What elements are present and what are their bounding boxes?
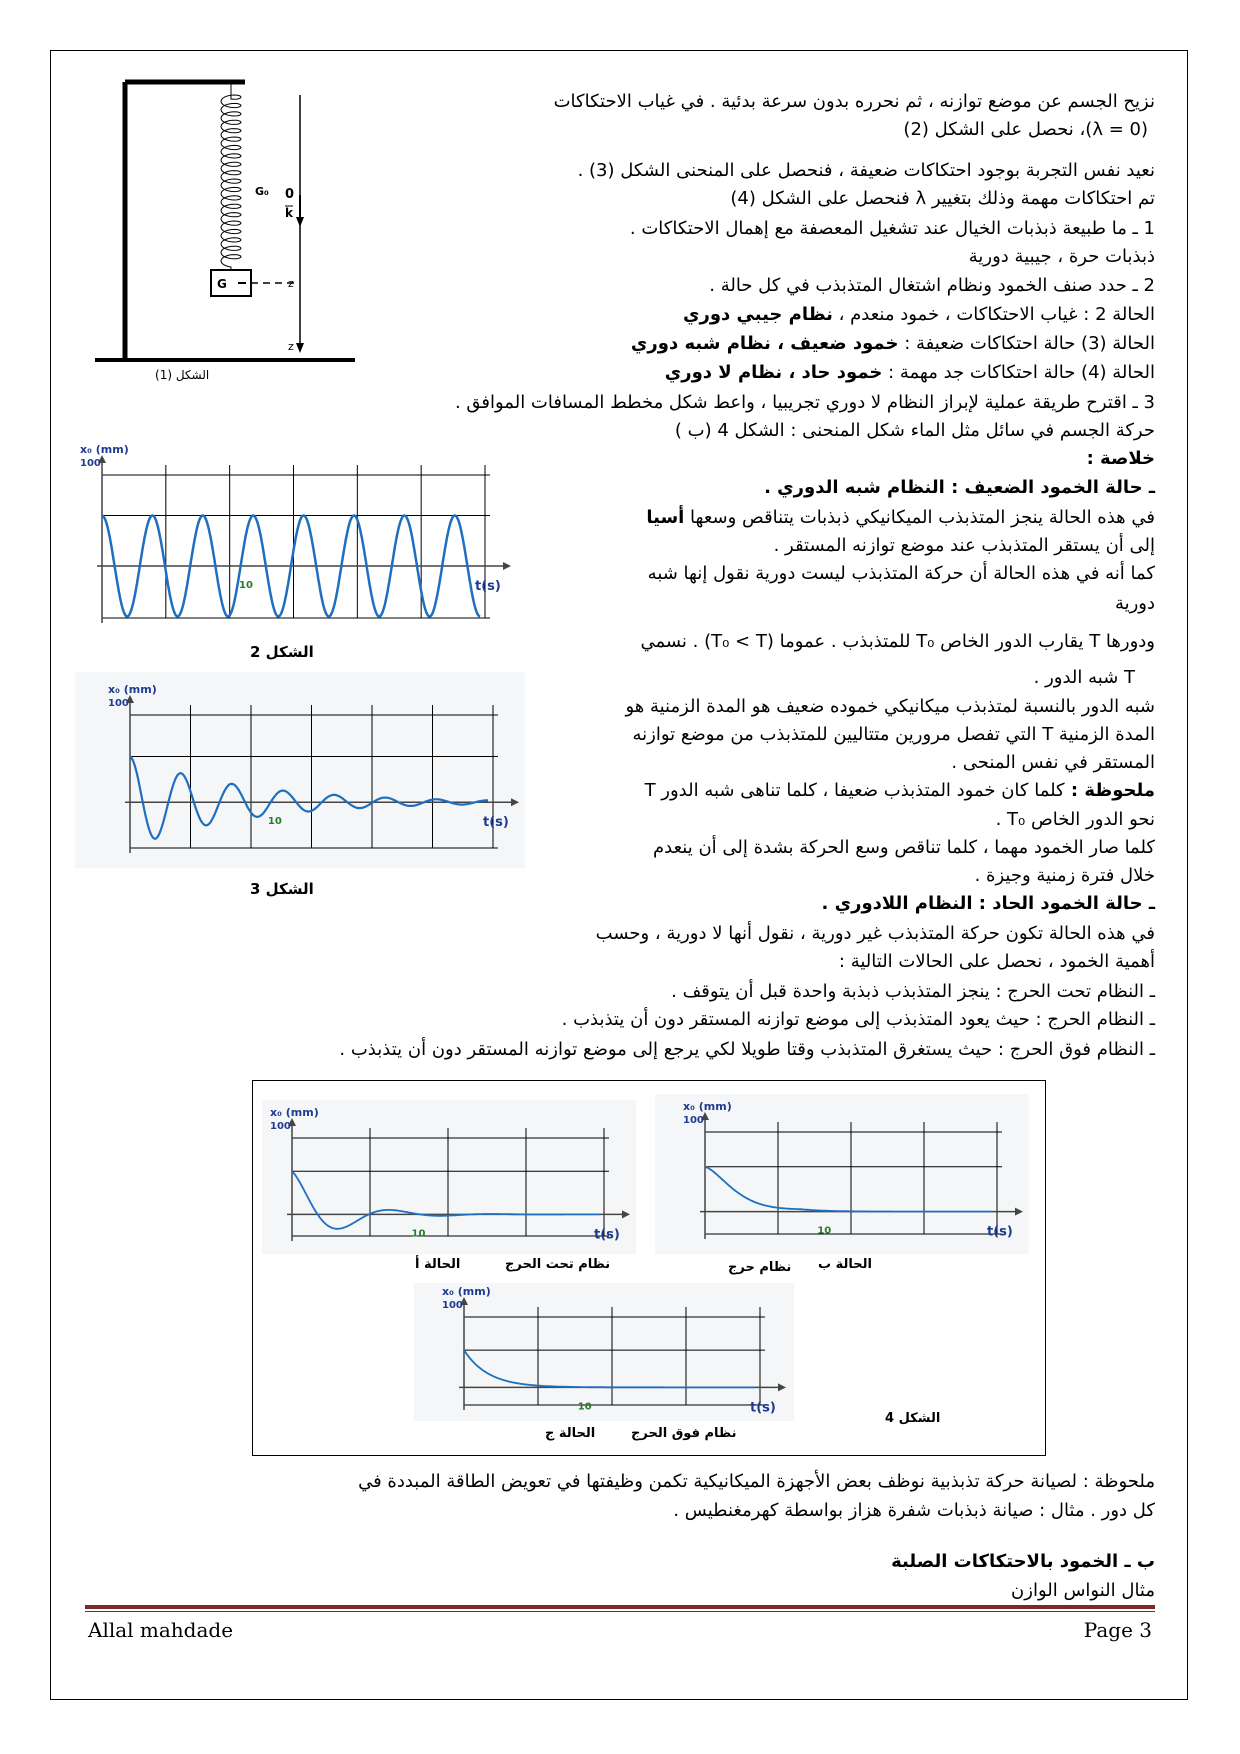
text-line: ـ النظام تحت الحرج : ينجز المتذبذب ذبذبة واحدة قبل أن يتوقف . <box>671 981 1155 1002</box>
figure-4b-chart <box>655 1094 1029 1254</box>
figure-4c-subtitle: نظام فوق الحرج <box>631 1426 737 1441</box>
text-line: كما أنه في هذه الحالة أن حركة المتذبذب ليست دورية نقول إنها شبه <box>647 563 1155 584</box>
footer-page-number: Page 3 <box>1083 1618 1152 1642</box>
text-line: نعيد نفس التجربة بوجود احتكاكات ضعيفة ، فنحصل على المنحنى الشكل (3) . <box>577 160 1155 181</box>
chart-svg <box>50 440 520 640</box>
data-series-curve <box>292 1171 599 1229</box>
x-axis-label: t(s) <box>483 815 509 831</box>
text-line: الحالة (3) حالة احتكاكات ضعيفة : خمود ضعيف ، نظام شبه دوري <box>630 333 1155 354</box>
text-line: الحالة (4) حالة احتكاكات جد مهمة : خمود حاد ، نظام لا دوري <box>664 362 1155 383</box>
g-label: G <box>217 277 227 291</box>
x-axis-label: t(s) <box>987 1224 1013 1240</box>
origin-label: 0 <box>285 187 295 202</box>
text-line: في هذه الحالة تكون حركة المتذبذب غير دورية ، نقول أنها لا دورية ، وحسب <box>595 923 1155 944</box>
chart-svg <box>414 1283 794 1421</box>
figure-4c-title: الحالة ج <box>545 1426 596 1441</box>
section-heading: خلاصة : <box>1086 448 1155 469</box>
footer-author: Allal mahdade <box>88 1618 234 1642</box>
text-line: خلال فترة زمنية وجيزة . <box>974 865 1155 886</box>
figure-1-caption: الشكل (1) <box>155 368 210 382</box>
text-line: مثال النواس الوازن <box>1011 1580 1155 1601</box>
k-vector-label: k <box>285 206 293 220</box>
y-tick-label: 100 <box>270 1121 291 1132</box>
text-line: 3 ـ اقترح طريقة عملية لإبراز النظام لا دوري تجريبيا ، واعط شكل مخطط المسافات الموافق . <box>454 392 1155 413</box>
y-tick-label: 100 <box>683 1115 704 1126</box>
text-line: إلى أن يستقر المتذبذب عند موضع توازنه المستقر . <box>773 535 1155 556</box>
text-line: المدة الزمنية T التي تفصل مرورين متتاليين للمتذبذب من موضع توازنه <box>632 724 1155 745</box>
text-line: حركة الجسم في سائل مثل الماء شكل المنحنى : الشكل 4 (ب ) <box>674 420 1155 441</box>
text-line: أهمية الخمود ، نحصل على الحالات التالية : <box>838 951 1155 972</box>
chart-svg <box>655 1094 1029 1254</box>
text-line: الحالة 2 : غياب الاحتكاكات ، خمود منعدم ، نظام جيبي دوري <box>682 304 1155 325</box>
section-heading: ـ حالة الخمود الحاد : النظام اللادوري . <box>821 893 1155 914</box>
text-line: ذبذبات حرة ، جيبية دورية <box>968 246 1155 267</box>
y-tick-label: 100 <box>442 1300 463 1311</box>
y-axis-label: x₀ (mm) <box>80 443 129 456</box>
chart-svg <box>262 1100 636 1254</box>
x-axis-arrow <box>503 562 511 570</box>
figure-4a-subtitle: نظام تحت الحرج <box>505 1257 611 1272</box>
section-heading: ب ـ الخمود بالاحتكاكات الصلبة <box>891 1551 1155 1572</box>
text-line: ـ النظام الحرج : حيث يعود المتذبذب إلى موضع توازنه المستقر دون أن يتذبذب . <box>561 1009 1155 1030</box>
text-line: (λ = 0)، نحصل على الشكل (2) <box>903 119 1148 140</box>
data-series-curve <box>464 1350 755 1387</box>
x-tick-label: 10 <box>411 1228 426 1240</box>
x-tick-label: 10 <box>577 1401 592 1413</box>
x-axis-arrow <box>778 1383 786 1391</box>
z-label-1: z <box>288 277 294 290</box>
figure-3-caption: الشكل 3 <box>250 880 314 898</box>
text-line: ودورها T يقارب الدور الخاص T₀ للمتذبذب . عموما (T₀ < T) . نسمي <box>640 631 1155 652</box>
y-axis-label: x₀ (mm) <box>683 1100 732 1113</box>
y-tick-label: 100 <box>80 458 101 469</box>
text-line: ـ النظام فوق الحرج : حيث يستغرق المتذبذب وقتا طويلا لكي يرجع إلى موضع توازنه المستقر دون أن يتذبذب . <box>339 1039 1155 1060</box>
figure-4c-chart <box>414 1283 794 1421</box>
text-line: T شبه الدور . <box>1033 667 1135 688</box>
y-axis-label: x₀ (mm) <box>270 1106 319 1119</box>
text-line: المستقر في نفس المنحى . <box>951 752 1155 773</box>
y-axis-label: x₀ (mm) <box>442 1285 491 1298</box>
text-line: كل دور . مثال : صيانة ذبذبات شفرة هزاز بواسطة كهرمغنطيس . <box>673 1500 1155 1521</box>
g0-label: G₀ <box>255 185 269 198</box>
y-tick-label: 100 <box>108 698 129 709</box>
figure-4a-title: الحالة أ <box>415 1257 461 1272</box>
x-tick-label: 10 <box>239 579 253 591</box>
x-axis-label: t(s) <box>475 578 501 594</box>
figure-2-chart <box>50 440 520 640</box>
text-line: ملحوظة : لصيانة حركة تذبذبية نوظف بعض الأجهزة الميكانيكية تكمن وظيفتها في تعويض الطاقة المبددة في <box>358 1471 1155 1492</box>
figure-3-chart <box>75 672 525 868</box>
figure-4a-chart <box>262 1100 636 1254</box>
figure-4b-title: الحالة ب <box>818 1257 872 1272</box>
x-axis-arrow <box>1015 1208 1023 1216</box>
y-axis-label: x₀ (mm) <box>108 683 157 696</box>
x-axis-arrow <box>622 1210 630 1218</box>
text-line: تم احتكاكات مهمة وذلك بتغيير λ فنحصل على الشكل (4) <box>730 188 1155 209</box>
figure-4b-subtitle: نظام حرج <box>728 1260 792 1275</box>
figure-4-label: الشكل 4 <box>885 1411 941 1426</box>
text-line: نحو الدور الخاص T₀ . <box>995 809 1155 830</box>
text-line: كلما صار الخمود مهما ، كلما تناقص وسع الحركة بشدة إلى أن ينعدم <box>653 837 1155 858</box>
x-axis-label: t(s) <box>750 1400 776 1416</box>
x-axis-label: t(s) <box>594 1227 620 1243</box>
footer-rule <box>85 1605 1155 1609</box>
section-heading: ـ حالة الخمود الضعيف : النظام شبه الدوري . <box>764 477 1155 498</box>
z-label-2: z <box>288 340 294 353</box>
x-tick-label: 10 <box>817 1225 832 1237</box>
text-line: نزيح الجسم عن موضع توازنه ، ثم نحرره بدون سرعة بدئية . في غياب الاحتكاكات <box>553 91 1155 112</box>
text-line: شبه الدور بالنسبة لمتذبذب ميكانيكي خموده ضعيف هو المدة الزمنية هو <box>625 696 1155 717</box>
data-series-curve <box>705 1167 992 1212</box>
figure-1-spring <box>85 75 365 395</box>
text-line: دورية <box>1114 593 1155 614</box>
text-line: في هذه الحالة ينجز المتذبذب الميكانيكي ذبذبات يتناقص وسعها أسيا <box>646 507 1155 528</box>
chart-svg <box>75 672 525 868</box>
figure-2-caption: الشكل 2 <box>250 643 314 661</box>
text-line: 2 ـ حدد صنف الخمود ونظام اشتغال المتذبذب في كل حالة . <box>709 275 1155 296</box>
text-line: 1 ـ ما طبيعة ذبذبات الخيال عند تشغيل المعصفة مع إهمال الاحتكاكات . <box>629 218 1155 239</box>
x-axis-arrow <box>511 798 519 806</box>
data-series-curve <box>130 757 488 839</box>
x-tick-label: 10 <box>267 816 282 828</box>
text-line: ملحوظة : كلما كان خمود المتذبذب ضعيفا ، كلما تناهى شبه الدور T <box>644 780 1155 801</box>
footer-rule-thin <box>85 1611 1155 1612</box>
